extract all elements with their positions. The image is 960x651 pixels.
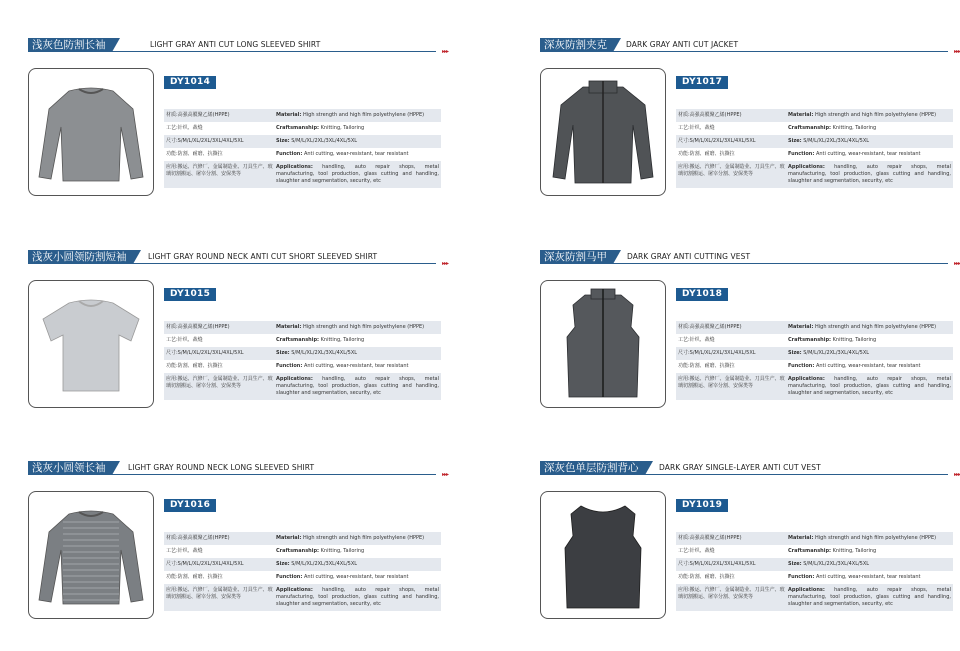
section-header — [28, 250, 448, 267]
spec-cn: 功能:防割、耐磨、抗撕拉 — [166, 574, 223, 580]
spec-en-label: Material: — [276, 112, 302, 118]
spec-row — [676, 109, 953, 122]
product-card-dy1018 — [540, 250, 960, 440]
arrow-decoration-icon: ▸▸▸ — [441, 471, 448, 478]
spec-en-value: Anti cutting, wear-resistant, tear resistant — [815, 574, 921, 580]
spec-en-value: High strength and high film polyethylene (HPPE) — [303, 324, 425, 330]
spec-en — [788, 138, 951, 145]
garment-image — [541, 492, 665, 618]
chinese-title: 深灰防割马甲 — [540, 250, 613, 264]
spec-cn: 材质:高强高膜聚乙烯(HPPE) — [678, 112, 742, 118]
spec-row — [164, 532, 441, 545]
spec-en — [788, 350, 951, 357]
spec-row — [164, 321, 441, 334]
spec-cn: 应用:搬运、汽修厂、金属制造业、刀具生产、玻璃切割搬运、屠宰分割、安保类等 — [678, 164, 785, 177]
spec-table — [164, 109, 441, 188]
spec-cn: 尺寸:S/M/L/XL/2XL/3XL/4XL/5XL — [166, 350, 244, 356]
spec-cn: 工艺:针织、裁缝 — [166, 125, 203, 131]
spec-en — [788, 151, 951, 158]
spec-row — [676, 373, 953, 400]
spec-row — [164, 161, 441, 188]
product-code-badge: DY1014 — [164, 76, 216, 89]
spec-table — [676, 109, 953, 188]
spec-en-label: Size: — [276, 561, 290, 567]
spec-cn: 工艺:针织、裁缝 — [166, 548, 203, 554]
arrow-decoration-icon: ▸▸▸ — [953, 260, 960, 267]
spec-en-label: Craftsmanship: — [276, 548, 320, 554]
garment-image — [541, 69, 665, 195]
spec-cn: 尺寸:S/M/L/XL/2XL/3XL/4XL/5XL — [678, 138, 756, 144]
spec-en-label: Applications: — [276, 376, 313, 382]
spec-en — [788, 337, 951, 344]
spec-cn: 应用:搬运、汽修厂、金属制造业、刀具生产、玻璃切割搬运、屠宰分割、安保类等 — [678, 587, 785, 600]
spec-cn: 功能:防割、耐磨、抗撕拉 — [678, 574, 735, 580]
spec-en-value: High strength and high film polyethylene (HPPE) — [815, 324, 937, 330]
spec-en — [788, 324, 951, 331]
spec-en-label: Size: — [276, 138, 290, 144]
spec-en-label: Material: — [276, 535, 302, 541]
spec-cn: 应用:搬运、汽修厂、金属制造业、刀具生产、玻璃切割搬运、屠宰分割、安保类等 — [166, 376, 273, 389]
product-card-dy1015 — [28, 250, 448, 440]
spec-table — [164, 532, 441, 611]
spec-table — [676, 532, 953, 611]
spec-en — [788, 548, 951, 555]
spec-row — [164, 373, 441, 400]
product-code-badge: DY1018 — [676, 288, 728, 301]
spec-en-label: Craftsmanship: — [788, 125, 832, 131]
spec-row — [164, 334, 441, 347]
spec-en — [276, 561, 439, 568]
spec-cn: 工艺:针织、裁缝 — [678, 548, 715, 554]
spec-en-label: Applications: — [276, 587, 313, 593]
section-header — [540, 250, 960, 267]
spec-en-value: handling, auto repair shops, metal manufacturing, tool production, glass cutting and handling, slaughter and segmentation, security, etc — [276, 376, 439, 396]
spec-en-label: Craftsmanship: — [276, 125, 320, 131]
spec-en-value: Knitting, Tailoring — [832, 548, 877, 554]
spec-cn: 尺寸:S/M/L/XL/2XL/3XL/4XL/5XL — [166, 561, 244, 567]
spec-row — [676, 148, 953, 161]
spec-en-value: S/M/L/XL/2XL/3XL/4XL/5XL — [803, 138, 870, 144]
spec-en-value: Knitting, Tailoring — [320, 337, 365, 343]
spec-row — [676, 334, 953, 347]
spec-en-value: S/M/L/XL/2XL/3XL/4XL/5XL — [803, 350, 870, 356]
chinese-title: 浅灰小圆领防割短袖 — [28, 250, 133, 264]
spec-en-label: Craftsmanship: — [788, 548, 832, 554]
spec-table — [676, 321, 953, 400]
garment-image — [29, 69, 153, 195]
section-header — [28, 461, 448, 478]
spec-cn: 工艺:针织、裁缝 — [166, 337, 203, 343]
spec-en — [788, 112, 951, 119]
product-photo — [540, 280, 666, 408]
spec-en-value: Anti cutting, wear-resistant, tear resistant — [303, 151, 409, 157]
spec-row — [164, 135, 441, 148]
garment-image — [29, 281, 153, 407]
spec-en-value: Knitting, Tailoring — [320, 548, 365, 554]
chinese-title: 浅灰小圆领长袖 — [28, 461, 112, 475]
spec-en-value: Knitting, Tailoring — [832, 337, 877, 343]
spec-en-label: Size: — [788, 350, 802, 356]
spec-en-label: Material: — [788, 324, 814, 330]
spec-en-label: Function: — [788, 574, 815, 580]
spec-en-value: High strength and high film polyethylene (HPPE) — [815, 112, 937, 118]
spec-en — [276, 151, 439, 158]
spec-en-value: S/M/L/XL/2XL/3XL/4XL/5XL — [291, 138, 358, 144]
english-title: LIGHT GRAY ROUND NECK ANTI CUT SHORT SLEEVED SHIRT — [148, 252, 378, 261]
section-header — [28, 38, 448, 55]
spec-cn: 材质:高强高膜聚乙烯(HPPE) — [166, 324, 230, 330]
garment-image — [29, 492, 153, 618]
spec-row — [676, 571, 953, 584]
chinese-title: 浅灰色防割长袖 — [28, 38, 112, 52]
product-photo — [28, 68, 154, 196]
spec-en-value: handling, auto repair shops, metal manufacturing, tool production, glass cutting and handling, slaughter and segmentation, security, etc — [276, 164, 439, 184]
spec-en — [276, 164, 439, 185]
spec-en-label: Material: — [788, 112, 814, 118]
spec-en — [276, 363, 439, 370]
spec-en-value: handling, auto repair shops, metal manufacturing, tool production, glass cutting and handling, slaughter and segmentation, security, etc — [788, 164, 951, 184]
spec-en-value: S/M/L/XL/2XL/3XL/4XL/5XL — [291, 561, 358, 567]
product-card-dy1014 — [28, 38, 448, 228]
spec-cn: 工艺:针织、裁缝 — [678, 125, 715, 131]
spec-row — [676, 161, 953, 188]
spec-en-value: High strength and high film polyethylene (HPPE) — [303, 112, 425, 118]
product-card-dy1019 — [540, 461, 960, 651]
spec-row — [164, 347, 441, 360]
header-divider — [28, 474, 436, 475]
spec-en-label: Size: — [788, 138, 802, 144]
english-title: DARK GRAY ANTI CUT JACKET — [626, 40, 739, 49]
spec-en-label: Function: — [276, 363, 303, 369]
spec-row — [676, 347, 953, 360]
header-divider — [540, 263, 948, 264]
spec-row — [164, 122, 441, 135]
spec-row — [676, 122, 953, 135]
header-divider — [540, 51, 948, 52]
spec-en-value: Knitting, Tailoring — [832, 125, 877, 131]
spec-row — [676, 360, 953, 373]
spec-cn: 材质:高强高膜聚乙烯(HPPE) — [678, 324, 742, 330]
spec-cn: 功能:防割、耐磨、抗撕拉 — [166, 363, 223, 369]
spec-en-label: Material: — [788, 535, 814, 541]
spec-cn: 工艺:针织、裁缝 — [678, 337, 715, 343]
section-header — [540, 461, 960, 478]
spec-cn: 材质:高强高膜聚乙烯(HPPE) — [678, 535, 742, 541]
chinese-title: 深灰防割夹克 — [540, 38, 613, 52]
product-photo — [540, 491, 666, 619]
spec-en-label: Craftsmanship: — [788, 337, 832, 343]
spec-cn: 材质:高强高膜聚乙烯(HPPE) — [166, 112, 230, 118]
spec-row — [164, 558, 441, 571]
spec-en-value: Anti cutting, wear-resistant, tear resistant — [303, 363, 409, 369]
spec-row — [676, 321, 953, 334]
header-divider — [540, 474, 948, 475]
spec-en — [788, 561, 951, 568]
spec-cn: 应用:搬运、汽修厂、金属制造业、刀具生产、玻璃切割搬运、屠宰分割、安保类等 — [166, 164, 273, 177]
spec-en-label: Craftsmanship: — [276, 337, 320, 343]
product-photo — [28, 491, 154, 619]
spec-cn: 功能:防割、耐磨、抗撕拉 — [678, 363, 735, 369]
spec-en — [788, 164, 951, 185]
spec-en-label: Function: — [788, 363, 815, 369]
spec-en-label: Applications: — [788, 376, 825, 382]
spec-en-label: Size: — [788, 561, 802, 567]
spec-en-value: Anti cutting, wear-resistant, tear resistant — [815, 151, 921, 157]
spec-row — [164, 545, 441, 558]
spec-table — [164, 321, 441, 400]
spec-cn: 功能:防割、耐磨、抗撕拉 — [166, 151, 223, 157]
spec-cn: 尺寸:S/M/L/XL/2XL/3XL/4XL/5XL — [678, 561, 756, 567]
spec-row — [164, 571, 441, 584]
product-card-dy1017 — [540, 38, 960, 228]
spec-row — [164, 109, 441, 122]
spec-en — [276, 350, 439, 357]
product-code-badge: DY1017 — [676, 76, 728, 89]
spec-en-value: handling, auto repair shops, metal manufacturing, tool production, glass cutting and handling, slaughter and segmentation, security, etc — [276, 587, 439, 607]
spec-en-label: Material: — [276, 324, 302, 330]
english-title: DARK GRAY SINGLE-LAYER ANTI CUT VEST — [659, 463, 821, 472]
spec-row — [676, 558, 953, 571]
spec-en-label: Applications: — [276, 164, 313, 170]
spec-en-label: Applications: — [788, 164, 825, 170]
spec-en-value: Knitting, Tailoring — [320, 125, 365, 131]
header-divider — [28, 51, 436, 52]
english-title: LIGHT GRAY ROUND NECK LONG SLEEVED SHIRT — [128, 463, 315, 472]
spec-en-value: Anti cutting, wear-resistant, tear resistant — [815, 363, 921, 369]
spec-en-label: Function: — [276, 574, 303, 580]
english-title: LIGHT GRAY ANTI CUT LONG SLEEVED SHIRT — [150, 40, 321, 49]
spec-en — [276, 125, 439, 132]
spec-en-value: handling, auto repair shops, metal manufacturing, tool production, glass cutting and handling, slaughter and segmentation, security, etc — [788, 376, 951, 396]
spec-row — [676, 532, 953, 545]
spec-row — [164, 360, 441, 373]
spec-cn: 功能:防割、耐磨、抗撕拉 — [678, 151, 735, 157]
spec-en — [276, 337, 439, 344]
spec-en — [276, 138, 439, 145]
spec-en — [276, 376, 439, 397]
spec-en-value: Anti cutting, wear-resistant, tear resistant — [303, 574, 409, 580]
product-card-dy1016 — [28, 461, 448, 651]
spec-cn: 应用:搬运、汽修厂、金属制造业、刀具生产、玻璃切割搬运、屠宰分割、安保类等 — [166, 587, 273, 600]
spec-en — [276, 324, 439, 331]
spec-en — [276, 112, 439, 119]
spec-en — [788, 376, 951, 397]
product-code-badge: DY1016 — [164, 499, 216, 512]
spec-en — [276, 574, 439, 581]
spec-en — [788, 587, 951, 608]
spec-row — [676, 545, 953, 558]
spec-en — [788, 574, 951, 581]
arrow-decoration-icon: ▸▸▸ — [441, 48, 448, 55]
spec-row — [164, 584, 441, 611]
spec-cn: 材质:高强高膜聚乙烯(HPPE) — [166, 535, 230, 541]
product-code-badge: DY1015 — [164, 288, 216, 301]
spec-en — [276, 587, 439, 608]
english-title: DARK GRAY ANTI CUTTING VEST — [627, 252, 751, 261]
spec-row — [676, 135, 953, 148]
spec-en — [788, 125, 951, 132]
spec-en-value: High strength and high film polyethylene (HPPE) — [303, 535, 425, 541]
spec-en-value: S/M/L/XL/2XL/3XL/4XL/5XL — [803, 561, 870, 567]
spec-en-label: Applications: — [788, 587, 825, 593]
spec-en-label: Function: — [788, 151, 815, 157]
garment-image — [541, 281, 665, 407]
product-photo — [540, 68, 666, 196]
spec-en — [276, 535, 439, 542]
spec-en-label: Size: — [276, 350, 290, 356]
spec-row — [164, 148, 441, 161]
arrow-decoration-icon: ▸▸▸ — [441, 260, 448, 267]
spec-row — [676, 584, 953, 611]
spec-cn: 尺寸:S/M/L/XL/2XL/3XL/4XL/5XL — [678, 350, 756, 356]
chinese-title: 深灰色单层防割背心 — [540, 461, 645, 475]
arrow-decoration-icon: ▸▸▸ — [953, 471, 960, 478]
spec-en — [788, 535, 951, 542]
product-code-badge: DY1019 — [676, 499, 728, 512]
spec-en — [276, 548, 439, 555]
spec-cn: 尺寸:S/M/L/XL/2XL/3XL/4XL/5XL — [166, 138, 244, 144]
section-header — [540, 38, 960, 55]
spec-cn: 应用:搬运、汽修厂、金属制造业、刀具生产、玻璃切割搬运、屠宰分割、安保类等 — [678, 376, 785, 389]
spec-en-value: S/M/L/XL/2XL/3XL/4XL/5XL — [291, 350, 358, 356]
spec-en-value: High strength and high film polyethylene (HPPE) — [815, 535, 937, 541]
product-photo — [28, 280, 154, 408]
arrow-decoration-icon: ▸▸▸ — [953, 48, 960, 55]
spec-en-label: Function: — [276, 151, 303, 157]
spec-en — [788, 363, 951, 370]
spec-en-value: handling, auto repair shops, metal manufacturing, tool production, glass cutting and handling, slaughter and segmentation, security, etc — [788, 587, 951, 607]
header-divider — [28, 263, 436, 264]
